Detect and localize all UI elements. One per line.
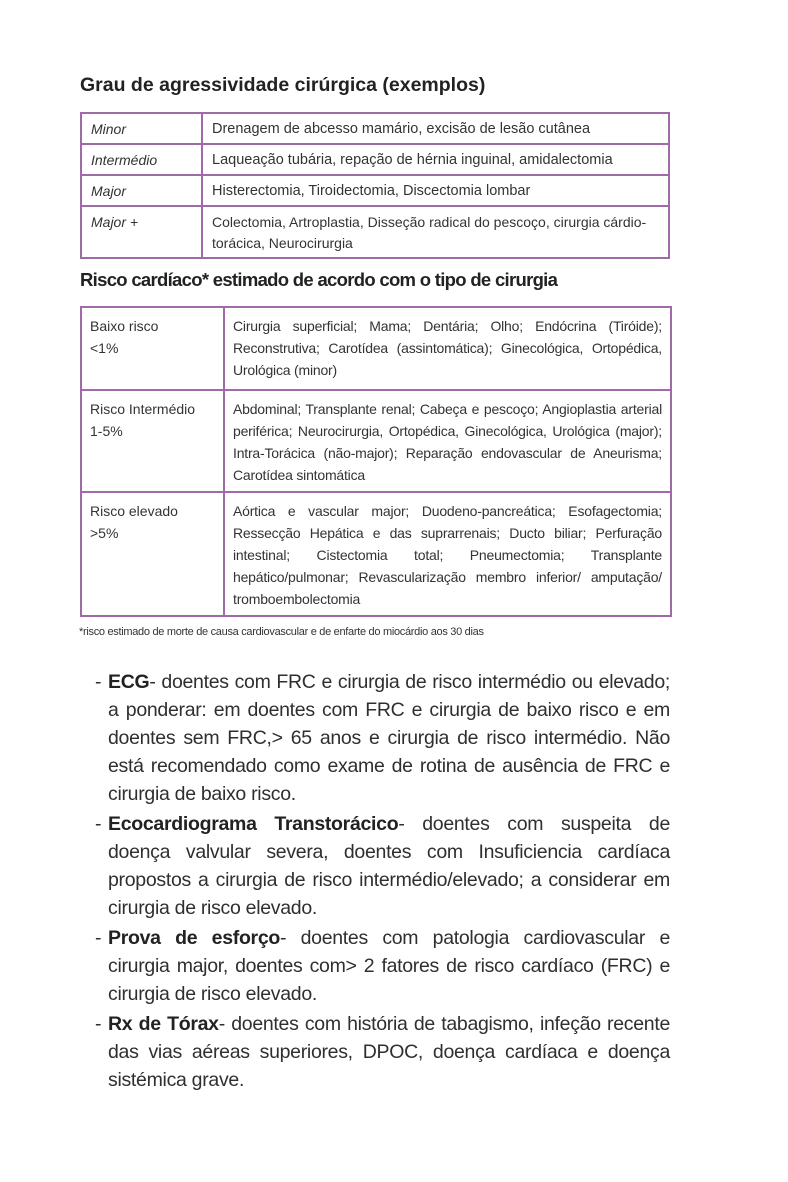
footnote: *risco estimado de morte de causa cardiovascular e de enfarte do miocárdio aos 30 dias — [79, 626, 484, 638]
exam-term: ECG — [108, 671, 150, 693]
exam-term: Rx de Tórax — [108, 1013, 219, 1035]
examples-cell: Drenagem de abcesso mamário, excisão de lesão cutânea — [202, 113, 669, 144]
risk-range-label: <1% — [90, 340, 119, 356]
risk-level-cell — [81, 390, 224, 492]
table-row — [81, 307, 671, 390]
grade-cell: Intermédio — [81, 144, 202, 175]
exam-term: Prova de esforço — [108, 927, 281, 949]
table-row — [81, 492, 671, 616]
dash-marker: - — [95, 813, 102, 835]
surgical-aggressiveness-table — [80, 112, 670, 259]
cardiac-risk-table — [80, 306, 672, 617]
risk-level-label: Baixo risco — [90, 318, 159, 334]
risk-range-label: 1-5% — [90, 423, 123, 439]
table-row — [81, 144, 669, 175]
dash-marker: - — [95, 927, 102, 949]
dash-marker: - — [95, 671, 102, 693]
grade-cell: Major + — [81, 206, 202, 258]
table-row — [81, 175, 669, 206]
exam-description: - doentes com FRC e cirurgia de risco intermédio ou elevado; a ponderar: em doentes com FRC e cirurgia de baixo risco e em doentes sem FRC,> 65 anos e cirurgia de risco intermédio. Não está recomendado como exame de rotina de ausência de FRC e cirurgia de baixo risco. — [108, 671, 670, 805]
table-row — [81, 390, 671, 492]
examples-cell: Laqueação tubária, repação de hérnia inguinal, amidalectomia — [202, 144, 669, 175]
exam-description: - doentes com patologia cardiovascular e cirurgia major, doentes com> 2 fatores de risco cardíaco (FRC) e cirurgia de risco elevado. — [108, 927, 670, 1005]
exam-term: Ecocardiograma Transtorácico — [108, 813, 399, 835]
grade-cell: Major — [81, 175, 202, 206]
exam-description: - doentes com história de tabagismo, infeção recente das vias aéreas superiores, DPOC, doença cardíaca e doença sistémica grave. — [108, 1013, 670, 1091]
surgery-types-cell: Aórtica e vascular major; Duodeno-pancreática; Esofagectomia; Ressecção Hepática e das suprarrenais; Ducto biliar; Perfuração intestinal; Cistectomia total; Pneumectomia; Transplante hepático/pulmonar; Revascularização membro inferior/ amputação/ tromboembolectomia — [224, 492, 671, 616]
cardiac-risk-title: Risco cardíaco* estimado de acordo com o tipo de cirurgia — [80, 269, 558, 290]
list-item — [95, 1010, 670, 1094]
grade-cell: Minor — [81, 113, 202, 144]
list-item — [95, 810, 670, 922]
risk-range-label: >5% — [90, 525, 119, 541]
risk-level-cell — [81, 307, 224, 390]
risk-level-label: Risco Intermédio — [90, 401, 196, 417]
examples-cell: Colectomia, Artroplastia, Disseção radical do pescoço, cirurgia cárdio-torácica, Neurocirurgia — [202, 206, 669, 258]
dash-marker: - — [95, 1013, 102, 1035]
exam-recommendations-list — [95, 668, 670, 1096]
risk-level-label: Risco elevado — [90, 503, 178, 519]
list-item — [95, 924, 670, 1008]
list-item — [95, 668, 670, 808]
surgery-types-cell: Abdominal; Transplante renal; Cabeça e pescoço; Angioplastia arterial periférica; Neurocirurgia, Ortopédica, Ginecológica, Urológica (major); Intra-Torácica (não-major); Reparação endovascular de Aneurisma; Carotídea sintomática — [224, 390, 671, 492]
table-row — [81, 113, 669, 144]
exam-description: - doentes com suspeita de doença valvular severa, doentes com Insuficiencia cardíaca propostos a cirurgia de risco intermédio/elevado; a considerar em cirurgia de risco elevado. — [108, 813, 670, 919]
table-row — [81, 206, 669, 258]
surgical-aggressiveness-title: Grau de agressividade cirúrgica (exemplos) — [80, 74, 486, 96]
risk-level-cell — [81, 492, 224, 616]
surgery-types-cell: Cirurgia superficial; Mama; Dentária; Olho; Endócrina (Tiróide); Reconstrutiva; Carotídea (assintomática); Ginecológica, Ortopédica, Urológica (minor) — [224, 307, 671, 390]
examples-cell: Histerectomia, Tiroidectomia, Discectomia lombar — [202, 175, 669, 206]
